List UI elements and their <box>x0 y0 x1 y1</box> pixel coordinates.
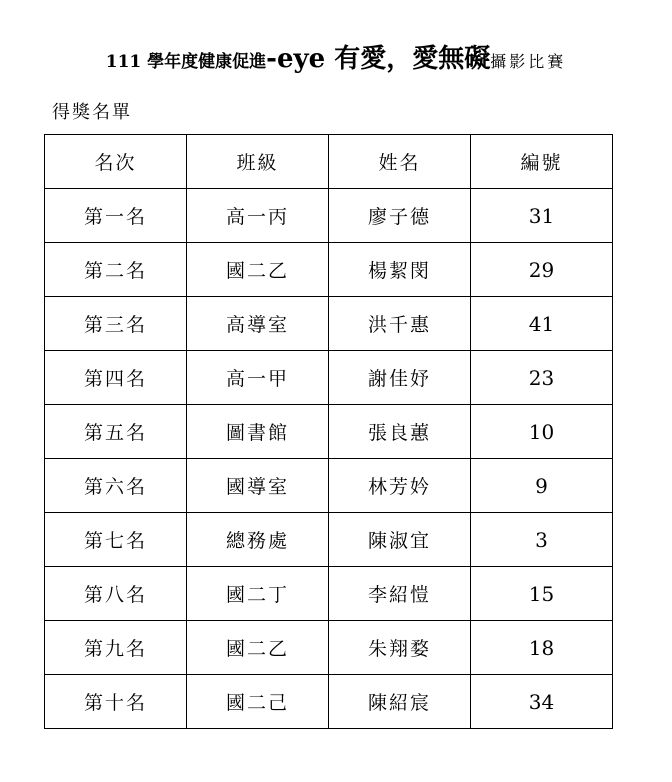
number-cell: 18 <box>471 621 613 675</box>
table-row <box>45 243 613 297</box>
class-cell: 國導室 <box>187 459 329 513</box>
rank-cell: 第十名 <box>45 675 187 729</box>
name-cell: 朱翔婺 <box>329 621 471 675</box>
table-row <box>45 189 613 243</box>
name-cell: 張良蕙 <box>329 405 471 459</box>
name-cell: 陳紹宸 <box>329 675 471 729</box>
table-row <box>45 567 613 621</box>
header-rank: 名次 <box>45 135 187 189</box>
rank-cell: 第六名 <box>45 459 187 513</box>
header-class: 班級 <box>187 135 329 189</box>
table-header-row <box>45 135 613 189</box>
table-row <box>45 297 613 351</box>
class-cell: 高導室 <box>187 297 329 351</box>
number-cell: 34 <box>471 675 613 729</box>
name-cell: 李紹愷 <box>329 567 471 621</box>
rank-cell: 第七名 <box>45 513 187 567</box>
number-cell: 41 <box>471 297 613 351</box>
class-cell: 國二乙 <box>187 243 329 297</box>
name-cell: 廖子德 <box>329 189 471 243</box>
number-cell: 29 <box>471 243 613 297</box>
awards-list-heading: 得獎名單 <box>52 102 132 123</box>
number-cell: 23 <box>471 351 613 405</box>
class-cell: 國二丁 <box>187 567 329 621</box>
title-main: -eye 有愛，愛無礙 <box>266 44 491 74</box>
header-number: 編號 <box>471 135 613 189</box>
name-cell: 陳淑宜 <box>329 513 471 567</box>
document-title <box>0 46 672 72</box>
table-row <box>45 351 613 405</box>
awards-table <box>44 134 613 729</box>
number-cell: 31 <box>471 189 613 243</box>
class-cell: 總務處 <box>187 513 329 567</box>
class-cell: 高一丙 <box>187 189 329 243</box>
class-cell: 高一甲 <box>187 351 329 405</box>
rank-cell: 第一名 <box>45 189 187 243</box>
title-suffix: 攝影比賽 <box>490 52 567 71</box>
name-cell: 謝佳妤 <box>329 351 471 405</box>
table-row <box>45 621 613 675</box>
table-row <box>45 675 613 729</box>
class-cell: 國二己 <box>187 675 329 729</box>
header-name: 姓名 <box>329 135 471 189</box>
rank-cell: 第三名 <box>45 297 187 351</box>
rank-cell: 第四名 <box>45 351 187 405</box>
table-row <box>45 459 613 513</box>
class-cell: 國二乙 <box>187 621 329 675</box>
name-cell: 洪千惠 <box>329 297 471 351</box>
number-cell: 15 <box>471 567 613 621</box>
name-cell: 林芳妗 <box>329 459 471 513</box>
number-cell: 3 <box>471 513 613 567</box>
rank-cell: 第九名 <box>45 621 187 675</box>
name-cell: 楊絜閔 <box>329 243 471 297</box>
title-prefix: 111 學年度健康促進 <box>105 52 267 72</box>
rank-cell: 第二名 <box>45 243 187 297</box>
table-row <box>45 513 613 567</box>
rank-cell: 第五名 <box>45 405 187 459</box>
number-cell: 10 <box>471 405 613 459</box>
number-cell: 9 <box>471 459 613 513</box>
rank-cell: 第八名 <box>45 567 187 621</box>
table-row <box>45 405 613 459</box>
class-cell: 圖書館 <box>187 405 329 459</box>
